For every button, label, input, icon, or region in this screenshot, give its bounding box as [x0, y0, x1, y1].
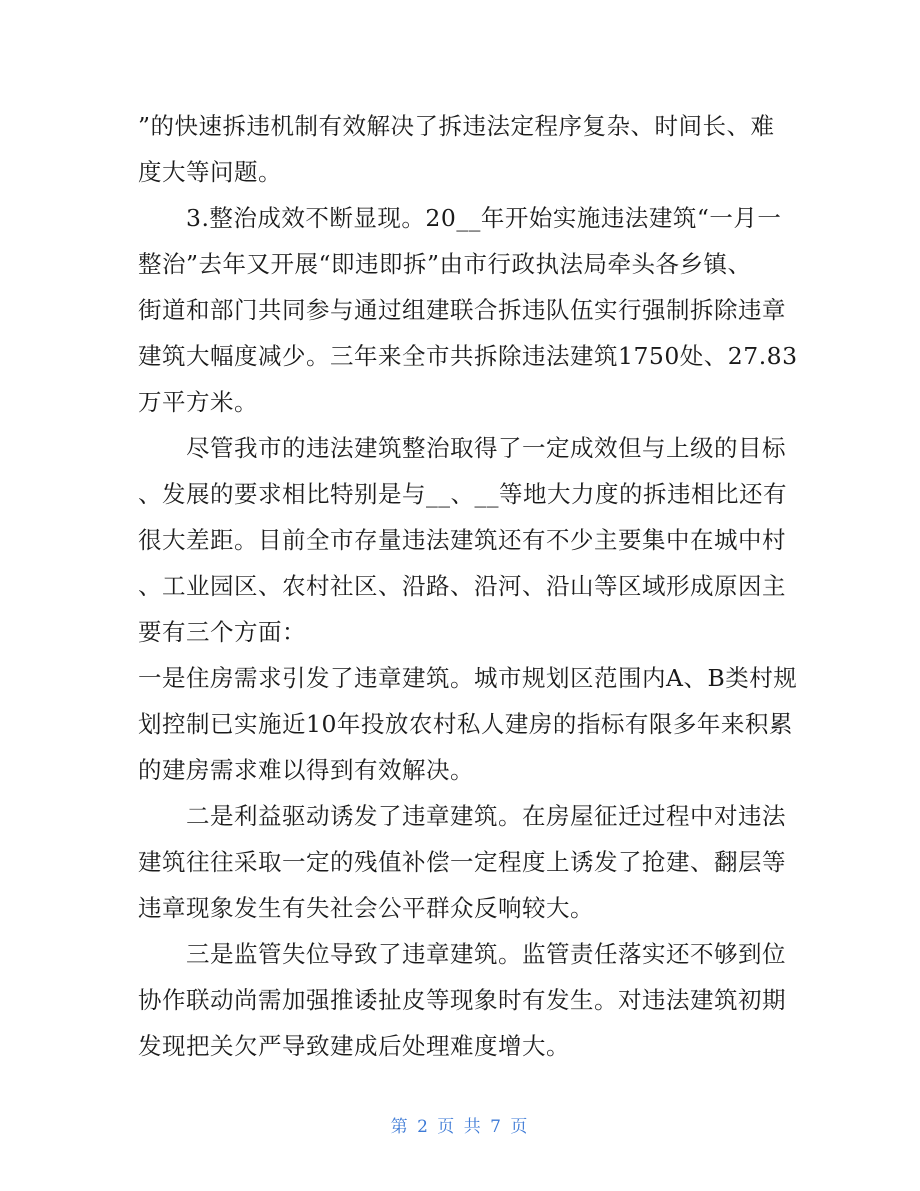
text-line: 建筑往往采取一定的残值补偿一定程度上诱发了抢建、翻层等: [138, 848, 786, 876]
text-line: 整治”去年又开展“即违即拆”由市行政执法局牵头各乡镇、: [138, 250, 752, 278]
text-line: 街道和部门共同参与通过组建联合拆违队伍实行强制拆除违章: [138, 296, 786, 324]
text-line: 违章现象发生有失社会公平群众反响较大。: [138, 894, 594, 922]
text-line: 、工业园区、农村社区、沿路、沿河、沿山等区域形成原因主: [138, 572, 786, 600]
text-line: 发现把关欠严导致建成后处理难度增大。: [138, 1032, 570, 1060]
text-line: ”的快速拆违机制有效解决了拆违法定程序复杂、时间长、难: [138, 112, 775, 140]
page-number-footer: 第 2 页 共 7 页: [390, 1117, 530, 1137]
text-line: 建筑大幅度减少。三年来全市共拆除违法建筑1750处、27.83: [138, 342, 798, 370]
text-line: 要有三个方面：: [138, 618, 306, 646]
text-line: 很大差距。目前全市存量违法建筑还有不少主要集中在城中村: [138, 526, 786, 554]
text-line: 协作联动尚需加强推诿扯皮等现象时有发生。对违法建筑初期: [138, 986, 786, 1014]
text-line: 三是监管失位导致了违章建筑。监管责任落实还不够到位: [138, 940, 786, 968]
text-line: 3.整治成效不断显现。20__年开始实施违法建筑“一月一: [138, 204, 782, 232]
text-line: 度大等问题。: [138, 158, 282, 186]
text-line: 一是住房需求引发了违章建筑。城市规划区范围内A、B类村规: [138, 664, 798, 692]
text-line: 划控制已实施近10年投放农村私人建房的指标有限多年来积累: [138, 710, 793, 738]
text-line: 尽管我市的违法建筑整治取得了一定成效但与上级的目标: [138, 434, 786, 462]
text-line: 的建房需求难以得到有效解决。: [138, 756, 474, 784]
text-line: 二是利益驱动诱发了违章建筑。在房屋征迁过程中对违法: [138, 802, 786, 830]
text-line: 万平方米。: [138, 388, 258, 416]
text-line: 、发展的要求相比特别是与__、__等地大力度的拆违相比还有: [138, 480, 787, 508]
